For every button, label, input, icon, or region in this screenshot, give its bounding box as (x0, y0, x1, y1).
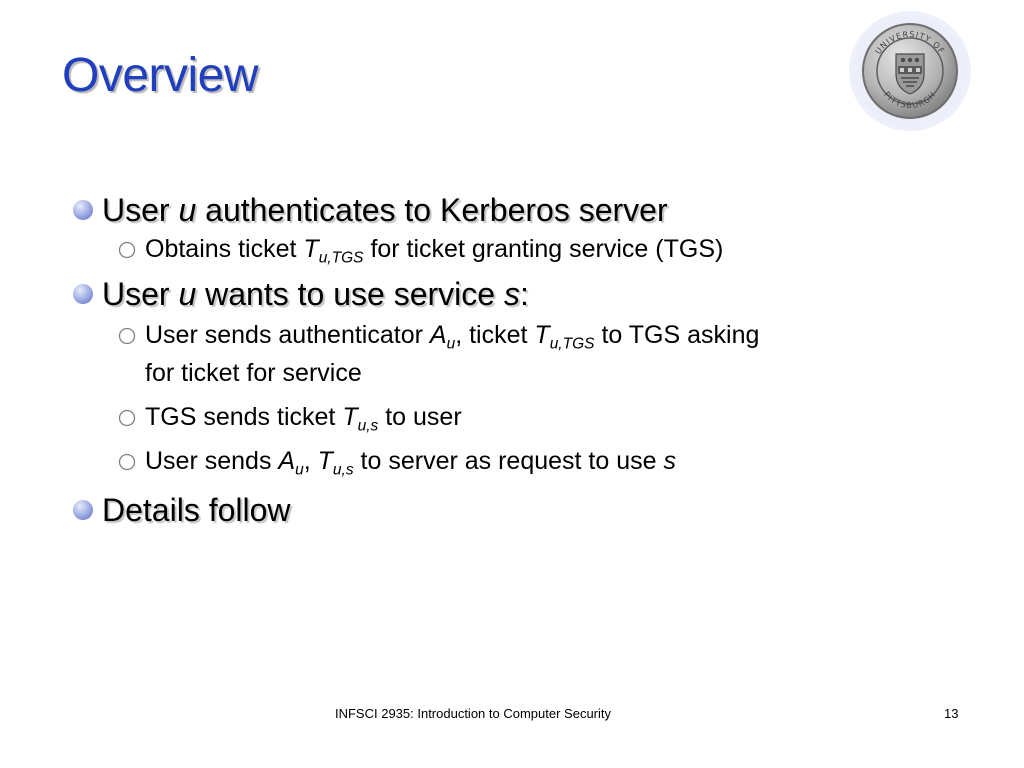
university-seal-logo (848, 10, 972, 132)
subbullet-user-sends-request (117, 442, 972, 480)
b23-s: s (663, 447, 676, 475)
b23-A-sub: u (295, 461, 304, 479)
bullet-circle-icon (72, 283, 94, 305)
b11-pre: Obtains ticket (145, 235, 297, 263)
b23-A: A (278, 447, 296, 475)
bullet-user-authenticates (72, 190, 972, 230)
b22-T-sub: u,s (357, 417, 379, 435)
b11-post: for ticket granting service (TGS) (370, 235, 724, 263)
b23-mid: to server as request to use (360, 447, 657, 475)
b2-user: User (102, 276, 170, 312)
b21-T: T (534, 321, 550, 349)
slide-body (72, 190, 972, 530)
bullet-user-wants-service (72, 274, 972, 314)
b21-pre: User sends authenticator (145, 321, 423, 349)
b22-pre: TGS sends ticket (145, 403, 336, 431)
b21-T-sub: u,TGS (549, 335, 595, 353)
b23-pre: User sends (145, 447, 272, 475)
b2-colon: : (519, 276, 529, 312)
b3-text: Details follow (102, 492, 291, 528)
b22-post: to user (385, 403, 462, 431)
b21-mid: , ticket (455, 321, 528, 349)
subbullet-user-sends-authenticator (117, 316, 972, 392)
b23-T: T (317, 447, 333, 475)
b23-comma: , (303, 447, 311, 475)
b2-u: u (178, 276, 197, 312)
seal-top-text: UNIVERSITY OF (873, 29, 947, 56)
footer-course-title: INFSCI 2935: Introduction to Computer Security (334, 706, 611, 721)
footer-page-number: 13 (944, 706, 959, 721)
b1-u: u (178, 192, 197, 228)
b2-s: s (503, 276, 520, 312)
subbullet-tgs-sends-ticket (117, 398, 972, 436)
b2-mid: wants to use service (205, 276, 496, 312)
bullet-details-follow (72, 490, 972, 530)
seal-bottom-text: PITTSBURGH (882, 89, 938, 111)
b21-A: A (429, 321, 447, 349)
b1-rest: authenticates to Kerberos server (205, 192, 668, 228)
b21-post1: to TGS asking (601, 321, 760, 349)
b23-T-sub: u,s (332, 461, 354, 479)
b22-T: T (342, 403, 358, 431)
bullet-ring-icon (118, 409, 136, 427)
bullet-ring-icon (118, 327, 136, 345)
bullet-ring-icon (118, 241, 136, 259)
b11-T: T (303, 235, 319, 263)
university-seal-icon (848, 10, 972, 132)
bullet-circle-icon (72, 199, 94, 221)
subbullet-obtains-ticket (117, 230, 972, 268)
slide-title: Overview (62, 49, 259, 102)
b21-line2: for ticket for service (145, 359, 362, 387)
b21-A-sub: u (446, 335, 456, 353)
b11-T-sub: u,TGS (318, 249, 364, 267)
bullet-ring-icon (118, 453, 136, 471)
bullet-circle-icon (72, 499, 94, 521)
b1-user: User (102, 192, 170, 228)
